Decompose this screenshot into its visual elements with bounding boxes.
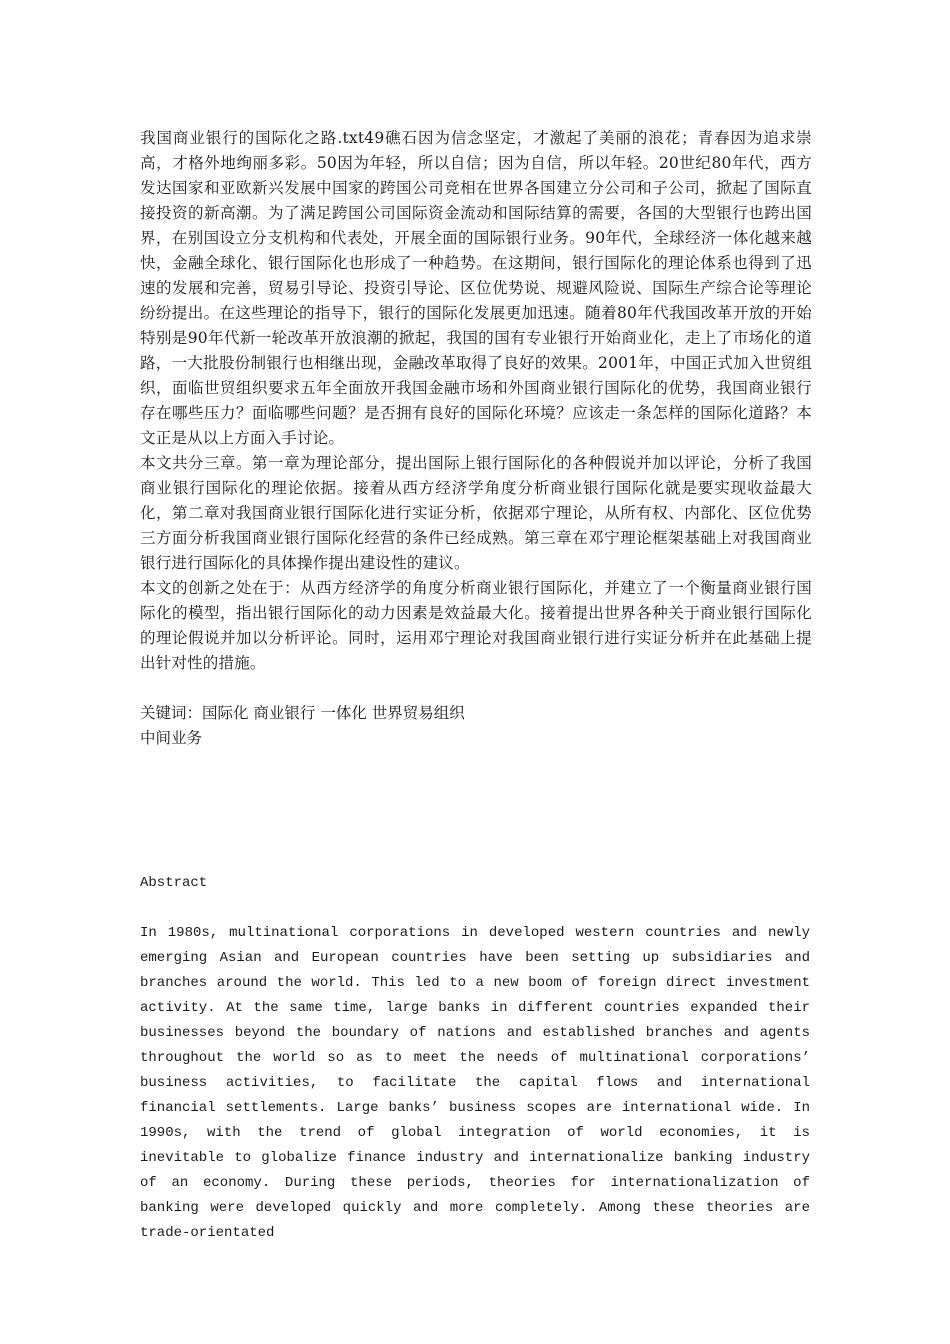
keywords-line: 关键词：国际化 商业银行 一体化 世界贸易组织 (140, 704, 465, 722)
intro-paragraph: 我国商业银行的国际化之路.txt49礁石因为信念坚定，才激起了美丽的浪花；青春因为追求崇高，才格外地绚丽多彩。50因为年轻，所以自信；因为自信，所以年轻。20世纪80年代，西方发达国家和亚欧新兴发展中国家的跨国公司竞相在世界各国建立分公司和子公司，掀起了国际直接投资的新高潮。为了满足跨国公司国际资金流动和国际结算的需要，各国的大型银行也跨出国界，在别国设立分支机构和代表处，开展全面的国际银行业务。90年代，全球经济一体化越来越快，金融全球化、银行国际化也形成了一种趋势。在这期间，银行国际化的理论体系也得到了迅速的发展和完善，贸易引导论、投资引导论、区位优势说、规避风险说、国际生产综合论等理论纷纷提出。在这些理论的指导下，银行的国际化发展更加迅速。随着80年代我国改革开放的开始特别是90年代新一轮改革开放浪潮的掀起，我国的国有专业银行开始商业化，走上了市场化的道路，一大批股份制银行也相继出现，金融改革取得了良好的效果。2001年，中国正式加入世贸组织，面临世贸组织要求五年全面放开我国金融市场和外国商业银行国际化的优势，我国商业银行存在哪些压力？面临哪些问题？是否拥有良好的国际化环境？应该走一条怎样的国际化道路？本文正是从以上方面入手讨论。 (140, 129, 812, 447)
abstract-heading: Abstract (140, 875, 208, 891)
spacer (140, 676, 812, 701)
innovation-paragraph: 本文的创新之处在于：从西方经济学的角度分析商业银行国际化，并建立了一个衡量商业银行国际化的模型，指出银行国际化的动力因素是效益最大化。接着提出世界各种关于商业银行国际化的理论假说并加以分析评论。同时，运用邓宁理论对我国商业银行进行实证分析并在此基础上提出针对性的措施。 (140, 579, 812, 672)
chinese-section (140, 126, 812, 751)
abstract-body: In 1980s, multinational corporations in developed western countries and newly emerging Asian and European countries have been setting up subsidiaries and branches around the world. This led to a new boom of foreign direct investment activity. At the same time, large banks in different countries expanded their businesses beyond the boundary of nations and established branches and agents throughout the world so as to meet the needs of multinational corporations’ business activities, to facilitate the capital flows and international financial settlements. Large banks’ business scopes are international wide. In 1990s, with the trend of global integration of world economies, it is inevitable to globalize finance industry and internationalize banking industry of an economy. During these periods, theories for internationalization of banking were developed quickly and more completely. Among these theories are trade-orientated (140, 925, 810, 1241)
structure-paragraph: 本文共分三章。第一章为理论部分，提出国际上银行国际化的各种假说并加以评论，分析了我国商业银行国际化的理论依据。接着从西方经济学角度分析商业银行国际化就是要实现收益最大化，第二章对我国商业银行国际化进行实证分析，依据邓宁理论，从所有权、内部化、区位优势三方面分析我国商业银行国际化经营的条件已经成熟。第三章在邓宁理论框架基础上对我国商业银行进行国际化的具体操作提出建设性的建议。 (140, 454, 812, 572)
keywords-line-continued: 中间业务 (140, 729, 203, 747)
